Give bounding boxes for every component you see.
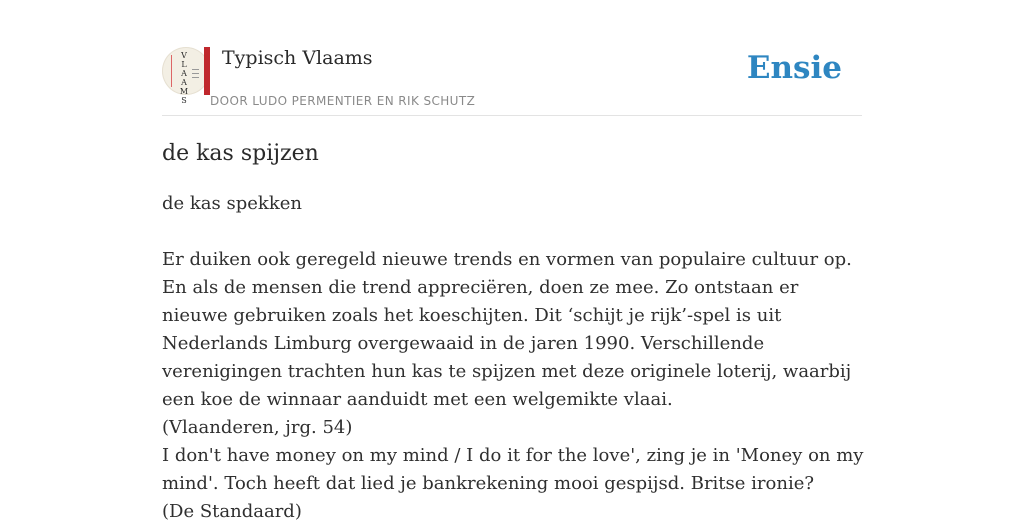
source-citation: (Vlaanderen, jrg. 54) bbox=[162, 417, 353, 438]
entry-title: de kas spijzen bbox=[162, 141, 319, 166]
entry-body bbox=[162, 246, 866, 526]
entry-content bbox=[162, 139, 866, 526]
logo-rule bbox=[171, 55, 172, 87]
logo-line bbox=[192, 73, 199, 74]
body-paragraph: I don't have money on my mind / I do it for the love', zing je in 'Money on my mind'. Toch heeft dat lied je bankrekening mooi gespijsd. Britse ironie? bbox=[162, 445, 864, 494]
site-header bbox=[162, 44, 862, 116]
logo-line bbox=[192, 77, 199, 78]
logo-lettering: VLAAMS bbox=[179, 51, 189, 105]
logo-red-band bbox=[204, 47, 210, 95]
source-citation: (De Standaard) bbox=[162, 501, 302, 522]
book-cover-logo[interactable] bbox=[162, 47, 210, 105]
ensie-brand-link[interactable]: Ensie bbox=[746, 50, 842, 86]
entry-subtitle: de kas spekken bbox=[162, 193, 302, 214]
author-byline: DOOR LUDO PERMENTIER EN RIK SCHUTZ bbox=[210, 94, 476, 108]
site-title[interactable]: Typisch Vlaams bbox=[222, 47, 373, 69]
logo-line bbox=[192, 69, 199, 70]
body-paragraph: Er duiken ook geregeld nieuwe trends en vormen van populaire cultuur op. En als de mensen die trend appreciëren, doen ze mee. Zo ontstaan er nieuwe gebruiken zoals het koeschijten. Dit ‘schijt je rijk’-spel is uit Nederlands Limburg overgewaaid in de jaren 1990. Verschillende verenigingen trachten hun kas te spijzen met deze originele loterij, waarbij een koe de winnaar aanduidt met een welgemikte vlaai. bbox=[162, 249, 852, 410]
